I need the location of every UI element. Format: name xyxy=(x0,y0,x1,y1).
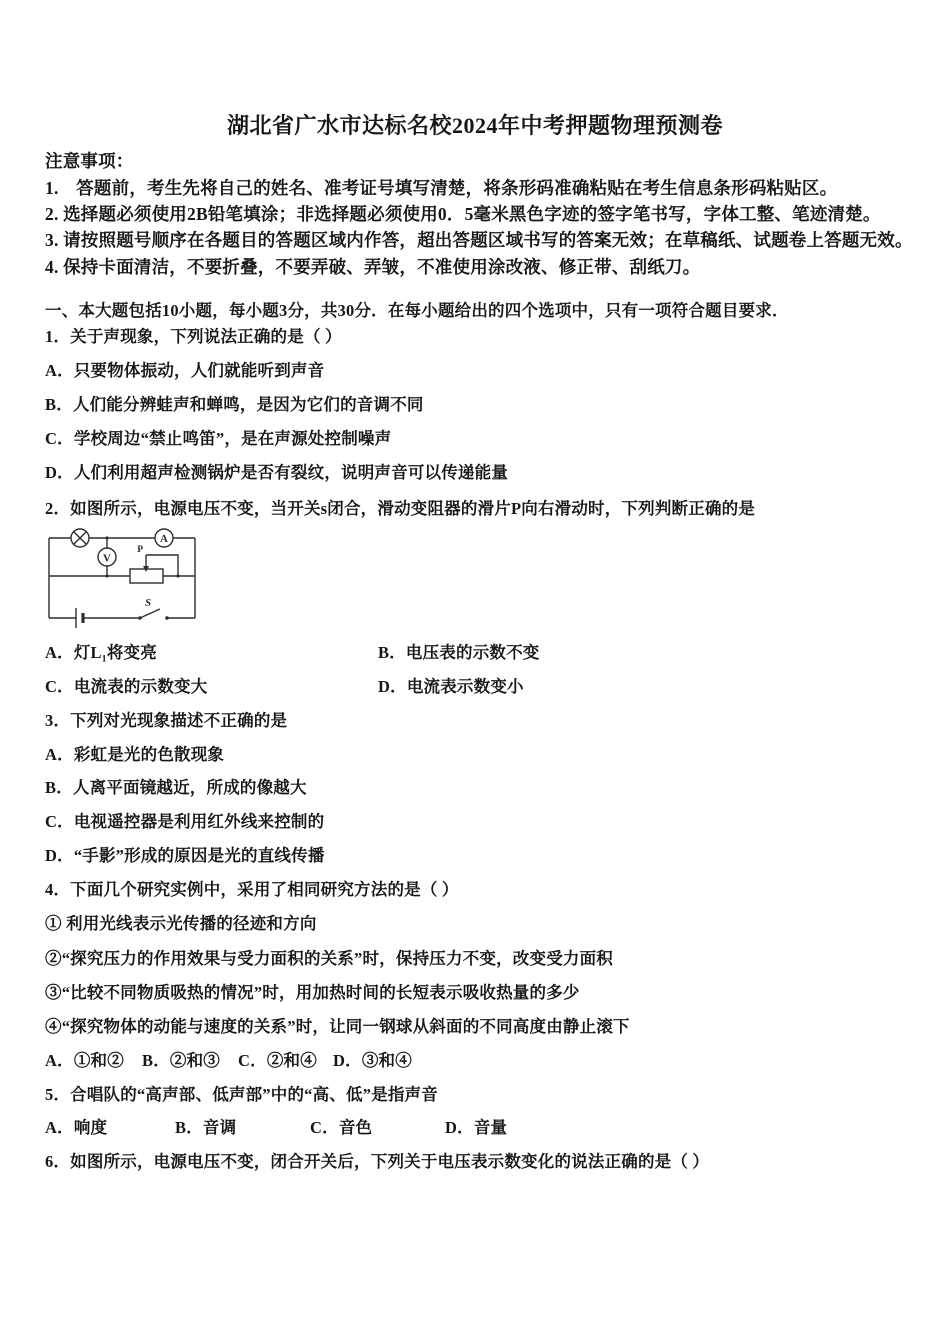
q4-statement-1: ① 利用光线表示光传播的径迹和方向 xyxy=(45,914,317,933)
q4-option-c: C．②和④ xyxy=(238,1051,317,1070)
junction-dot xyxy=(105,574,108,577)
ammeter-label: A xyxy=(160,533,168,545)
circuit-diagram-q2 xyxy=(42,525,202,632)
q4-option-d: D．③和④ xyxy=(333,1051,412,1070)
rheostat-slider-arm xyxy=(146,555,178,576)
q3-option-b: B．人离平面镜越近，所成的像越大 xyxy=(45,778,307,797)
rheostat xyxy=(130,569,163,583)
q3-option-a: A．彩虹是光的色散现象 xyxy=(45,745,225,764)
voltmeter-label: V xyxy=(103,552,111,565)
q4-option-a: A．①和② xyxy=(45,1051,124,1070)
q1-option-c: C．学校周边“禁止鸣笛”，是在声源处控制噪声 xyxy=(45,429,392,448)
q5-stem: 5．合唱队的“高声部、低声部”中的“高、低”是指声音 xyxy=(45,1085,438,1104)
q4-option-b: B．②和③ xyxy=(142,1051,221,1070)
q2-option-b: B．电压表的示数不变 xyxy=(378,643,540,662)
q1-option-a: A．只要物体振动，人们就能听到声音 xyxy=(45,361,325,380)
q2-option-d: D．电流表示数变小 xyxy=(378,677,524,696)
q1-stem: 1．关于声现象，下列说法正确的是（ ） xyxy=(45,327,342,346)
q2-option-c: C．电流表的示数变大 xyxy=(45,677,208,696)
q4-stem: 4．下面几个研究实例中，采用了相同研究方法的是（ ） xyxy=(45,880,459,899)
battery-icon xyxy=(76,608,83,628)
switch-contact-dot xyxy=(138,616,142,620)
junction-dot xyxy=(176,574,179,577)
q4-statement-3: ③“比较不同物质吸热的情况”时，用加热时间的长短表示吸收热量的多少 xyxy=(45,983,580,1002)
lamp-icon xyxy=(71,529,89,547)
notice-heading: 注意事项： xyxy=(45,151,134,171)
q5-option-c: C．音色 xyxy=(310,1118,373,1137)
circuit-wires xyxy=(49,538,195,618)
q1-option-d: D．人们利用超声检测锅炉是否有裂纹，说明声音可以传递能量 xyxy=(45,463,509,482)
junction-dot xyxy=(105,536,108,539)
notice-item-4: 4. 保持卡面清洁，不要折叠，不要弄破、弄皱，不准使用涂改液、修正带、刮纸刀。 xyxy=(45,257,701,277)
notice-item-3: 3. 请按照题号顺序在各题目的答题区域内作答，超出答题区域书写的答案无效；在草稿纸、试题卷上答题无效。 xyxy=(45,230,913,250)
notice-item-1: 1. 答题前，考生先将自己的姓名、准考证号填写清楚，将条形码准确粘贴在考生信息条形码粘贴区。 xyxy=(45,178,838,198)
switch-contact-dot xyxy=(165,616,169,620)
q3-stem: 3．下列对光现象描述不正确的是 xyxy=(45,711,288,730)
q3-option-d: D．“手影”形成的原因是光的直线传播 xyxy=(45,846,325,865)
q5-option-b: B．音调 xyxy=(175,1118,237,1137)
switch-label: S xyxy=(145,597,152,609)
notice-item-2: 2. 选择题必须使用2B铅笔填涂；非选择题必须使用0．5毫米黑色字迹的签字笔书写，字体工整、笔迹清楚。 xyxy=(45,204,881,224)
q2-option-a: A．灯L₁将变亮 xyxy=(45,643,157,662)
switch xyxy=(140,609,160,618)
q4-statement-2: ②“探究压力的作用效果与受力面积的关系”时，保持压力不变，改变受力面积 xyxy=(45,949,613,968)
q5-option-a: A．响度 xyxy=(45,1118,108,1137)
slider-label: P xyxy=(137,545,143,555)
section-heading: 一、本大题包括10小题，每小题3分，共30分．在每小题给出的四个选项中，只有一项符合题目要求． xyxy=(45,301,789,320)
page-title: 湖北省广水市达标名校2024年中考押题物理预测卷 xyxy=(226,113,723,138)
q5-option-d: D．音量 xyxy=(445,1118,508,1137)
q4-statement-4: ④“探究物体的动能与速度的关系”时，让同一钢球从斜面的不同高度由静止滚下 xyxy=(45,1017,630,1036)
q3-option-c: C．电视遥控器是利用红外线来控制的 xyxy=(45,812,325,831)
q6-stem: 6．如图所示，电源电压不变，闭合开关后，下列关于电压表示数变化的说法正确的是（ ） xyxy=(45,1152,710,1171)
q2-stem: 2．如图所示，电源电压不变，当开关s闭合，滑动变阻器的滑片P向右滑动时，下列判断正确的是 xyxy=(45,499,756,518)
q1-option-b: B．人们能分辨蛙声和蝉鸣，是因为它们的音调不同 xyxy=(45,395,424,414)
